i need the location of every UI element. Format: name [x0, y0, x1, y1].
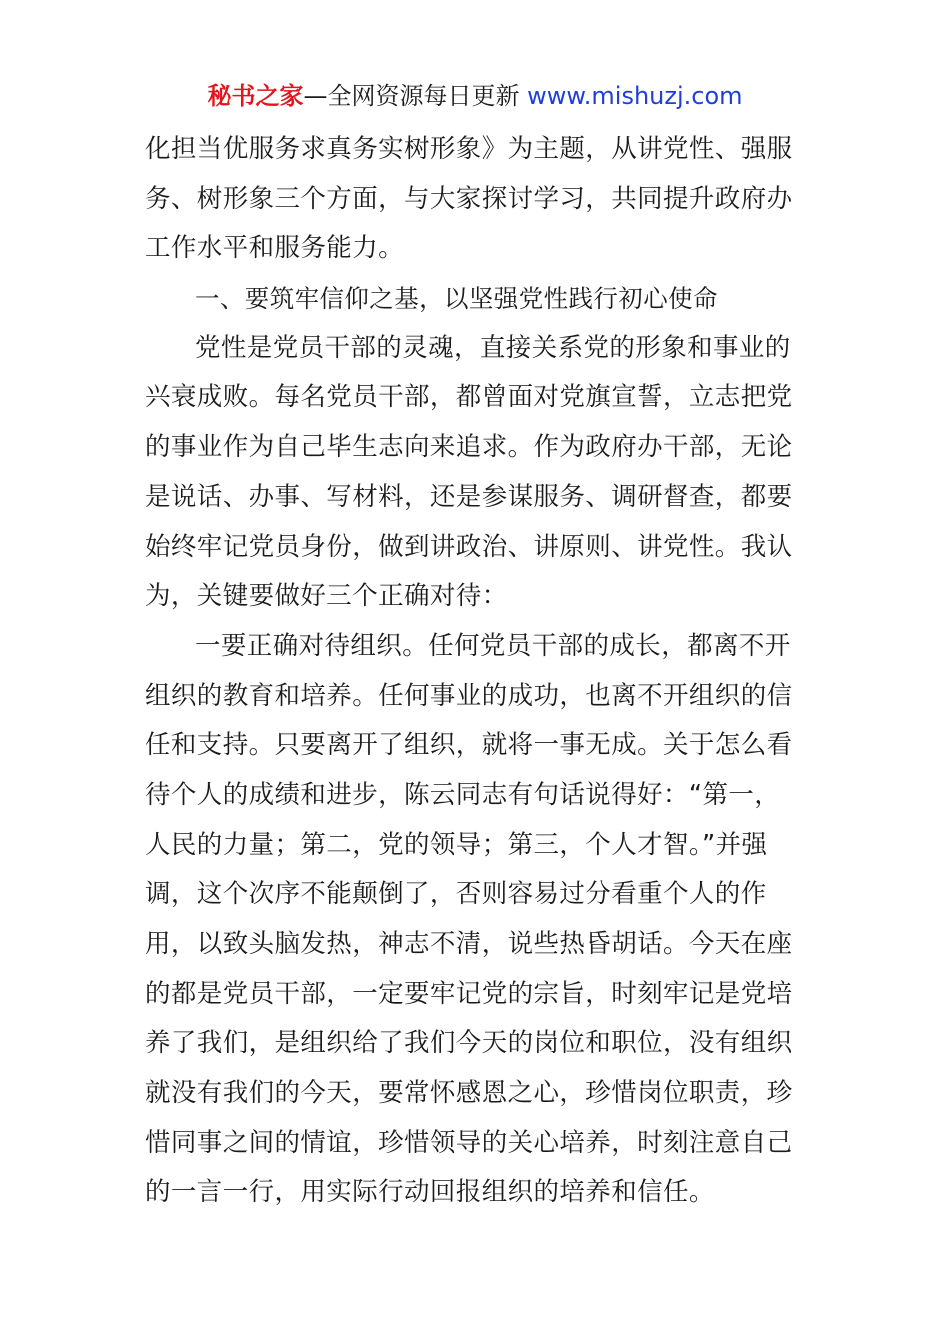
text-line: 待个人的成绩和进步，陈云同志有句话说得好：“第一，	[145, 779, 781, 810]
section-heading: 一、要筑牢信仰之基，以坚强党性践行初心使命	[195, 284, 718, 314]
site-brand: 秘书之家	[207, 82, 304, 110]
text-line: 用，以致头脑发热，神志不清，说些热昏胡话。今天在座	[145, 929, 793, 959]
text-line: 是说话、办事、写材料，还是参谋服务、调研督查，都要	[145, 481, 793, 512]
site-header	[0, 80, 950, 112]
site-url-link[interactable]: www.mishuzj.com	[527, 82, 743, 110]
text-line: 组织的教育和培养。任何事业的成功，也离不开组织的信	[145, 680, 793, 711]
text-line: 惜同事之间的情谊，珍惜领导的关心培养，时刻注意自己	[145, 1127, 793, 1158]
text-line: 人民的力量；第二，党的领导；第三，个人才智。”并强	[145, 829, 768, 860]
text-line: 工作水平和服务能力。	[145, 233, 405, 264]
text-line: 务、树形象三个方面，与大家探讨学习，共同提升政府办	[145, 183, 793, 214]
text-line: 化担当优服务求真务实树形象》为主题，从讲党性、强服	[145, 134, 793, 164]
document-body	[145, 125, 807, 1218]
text-line: 兴衰成败。每名党员干部，都曾面对党旗宣誓，立志把党	[145, 382, 793, 413]
site-tagline: —全网资源每日更新	[303, 82, 528, 110]
text-line: 的都是党员干部，一定要牢记党的宗旨，时刻牢记是党培	[145, 978, 793, 1009]
text-line: 的一言一行，用实际行动回报组织的培养和信任。	[145, 1177, 715, 1208]
text-line: 党性是党员干部的灵魂，直接关系党的形象和事业的	[195, 332, 791, 363]
text-line: 始终牢记党员身份，做到讲政治、讲原则、讲党性。我认	[145, 531, 793, 562]
text-line: 一要正确对待组织。任何党员干部的成长，都离不开	[195, 630, 791, 661]
text-line: 为，关键要做好三个正确对待：	[145, 581, 508, 612]
text-line: 的事业作为自己毕生志向来追求。作为政府办干部，无论	[145, 432, 793, 463]
text-line: 就没有我们的今天，要常怀感恩之心，珍惜岗位职责，珍	[145, 1078, 793, 1109]
text-line: 任和支持。只要离开了组织，就将一事无成。关于怎么看	[145, 730, 793, 761]
text-line: 调，这个次序不能颠倒了，否则容易过分看重个人的作	[145, 879, 767, 910]
text-line: 养了我们，是组织给了我们今天的岗位和职位，没有组织	[145, 1028, 793, 1059]
